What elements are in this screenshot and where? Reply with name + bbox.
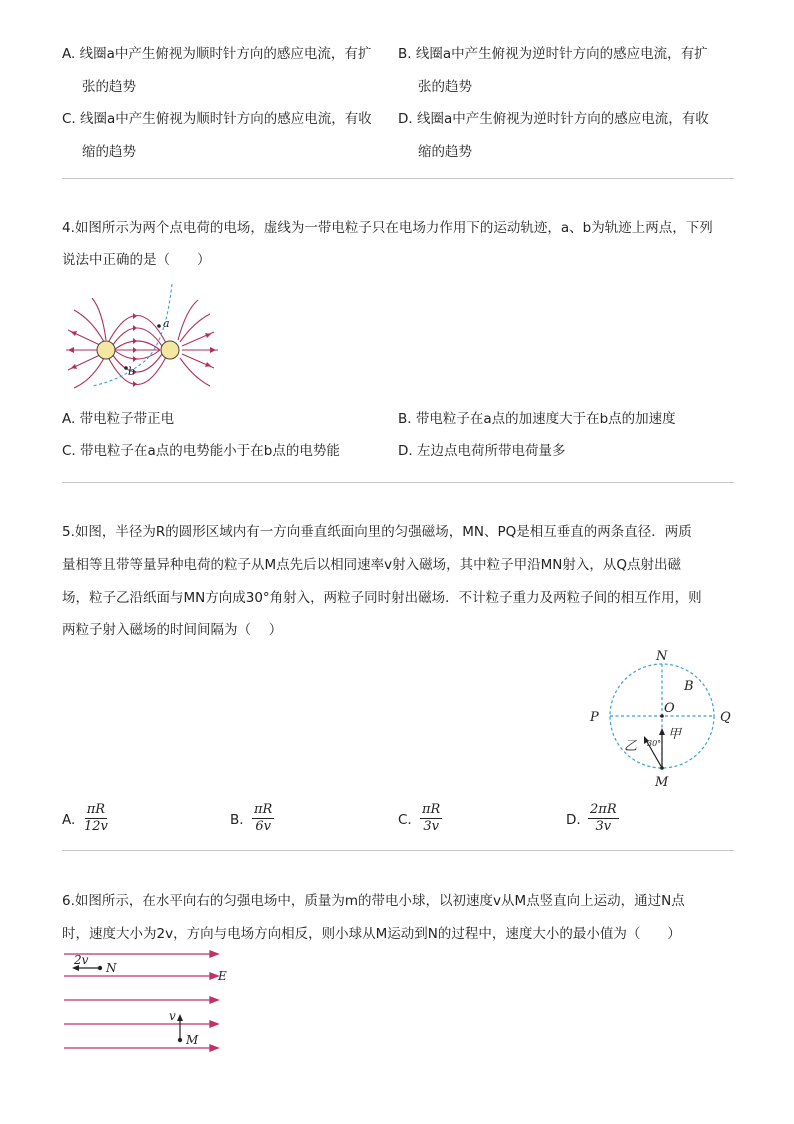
q5-label-yi: 乙 (624, 739, 638, 754)
q5-option-d-label[interactable]: D. (566, 812, 581, 828)
q4-point-a-label: a (163, 317, 170, 330)
q5-label-o: O (664, 701, 675, 716)
q4-option-b[interactable]: B. 带电粒子在a点的加速度大于在b点的加速度 (398, 411, 676, 427)
q3-option-d-line1[interactable]: D. 线圈a中产生俯视为逆时针方向的感应电流，有收 (398, 111, 709, 127)
q5-label-q: Q (720, 710, 731, 725)
q3-option-b-line2: 张的趋势 (418, 79, 472, 95)
divider (62, 850, 734, 851)
q5-option-b-fraction: $\frac{\pi R}{6v}$ (254, 802, 273, 834)
q6-label-2v: 2v (74, 953, 89, 967)
q4-option-c[interactable]: C. 带电粒子在a点的电势能小于在b点的电势能 (62, 443, 340, 459)
q5-label-p: P (590, 710, 599, 725)
q3-option-c-line1[interactable]: C. 线圈a中产生俯视为顺时针方向的感应电流，有收 (62, 111, 372, 127)
q3-option-a-line2: 张的趋势 (82, 79, 136, 95)
q4-point-b-label: b (128, 365, 136, 378)
q6-label-v: v (169, 1009, 176, 1023)
q5-option-a-label[interactable]: A. (62, 812, 76, 828)
q5-option-a-fraction: $\frac{\pi R}{12v}$ (84, 802, 108, 834)
q6-electric-field-figure (62, 948, 242, 1058)
q4-option-a[interactable]: A. 带电粒子带正电 (62, 411, 175, 427)
q5-stem-line4: 两粒子射入磁场的时间间隔为（ ） (62, 622, 283, 638)
divider (62, 178, 734, 179)
q6-stem-line2: 时，速度大小为2v，方向与电场方向相反，则小球从M运动到N的过程中，速度大小的最小值为（ ） (62, 926, 681, 942)
q5-option-c-label[interactable]: C. (398, 812, 412, 828)
q6-stem-line1: 6.如图所示，在水平向右的匀强电场中，质量为m的带电小球，以初速度v从M点竖直向上运动，通过N点 (62, 893, 685, 909)
divider (62, 482, 734, 483)
q3-option-a-line1[interactable]: A. 线圈a中产生俯视为顺时针方向的感应电流，有扩 (62, 46, 372, 62)
q6-label-n: N (106, 961, 117, 975)
q4-electric-field-figure (62, 280, 222, 390)
q5-label-jia: 甲 (668, 727, 682, 742)
q3-option-b-line1[interactable]: B. 线圈a中产生俯视为逆时针方向的感应电流，有扩 (398, 46, 708, 62)
q6-label-m: M (186, 1033, 199, 1047)
q5-option-c-fraction: $\frac{\pi R}{3v}$ (422, 802, 441, 834)
q3-option-c-line2: 缩的趋势 (82, 144, 136, 160)
q5-option-d-fraction: $\frac{2\pi R}{3v}$ (590, 802, 617, 834)
q3-option-d-line2: 缩的趋势 (418, 144, 472, 160)
q5-label-b: B (684, 679, 694, 694)
q4-option-d[interactable]: D. 左边点电荷所带电荷量多 (398, 443, 566, 459)
q5-magnetic-field-figure (584, 644, 740, 790)
q5-label-n: N (656, 649, 668, 664)
q5-label-m: M (655, 775, 669, 790)
q4-stem-line2: 说法中正确的是（ ） (62, 252, 211, 268)
q4-stem-line1: 4.如图所示为两个点电荷的电场，虚线为一带电粒子只在电场力作用下的运动轨迹，a、b为轨迹上两点，下列 (62, 220, 713, 236)
q5-option-b-label[interactable]: B. (230, 812, 244, 828)
q5-label-angle: 30° (647, 739, 662, 748)
q5-stem-line3: 场，粒子乙沿纸面与MN方向成30°角射入，两粒子同时射出磁场．不计粒子重力及两粒子间的相互作用，则 (62, 590, 702, 606)
q5-stem-line2: 量相等且带等量异种电荷的粒子从M点先后以相同速率v射入磁场，其中粒子甲沿MN射入，从Q点射出磁 (62, 557, 682, 573)
q6-label-e: E (218, 969, 227, 983)
q5-stem-line1: 5.如图，半径为R的圆形区域内有一方向垂直纸面向里的匀强磁场，MN、PQ是相互垂直的两条直径．两质 (62, 524, 692, 540)
